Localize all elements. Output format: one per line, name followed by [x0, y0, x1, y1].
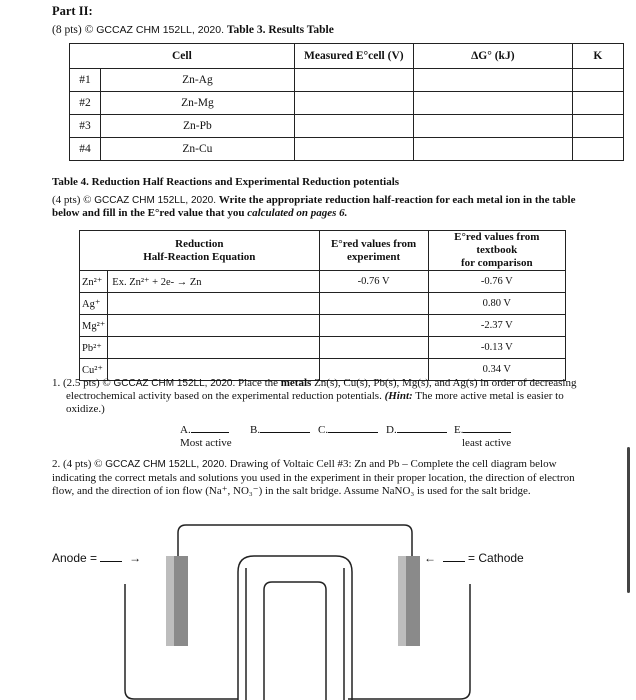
- ion-label: Pb²⁺: [80, 337, 108, 359]
- q1-hint-text: The more active metal is easier to oxidize.): [66, 390, 564, 415]
- equation-cell: Ex. Zn²⁺ + 2e- → Zn: [108, 271, 319, 293]
- ion-label: Mg²⁺: [80, 315, 108, 337]
- row-number: #2: [70, 92, 101, 115]
- blank-a[interactable]: A.: [180, 424, 229, 436]
- part-heading: Part II:: [52, 4, 93, 18]
- scrollbar[interactable]: [627, 447, 630, 593]
- table4-instruction-b: calculated on pages 6.: [247, 207, 348, 219]
- textbook-value: -0.13 V: [428, 337, 565, 359]
- table4-pts: (4 pts) ©: [52, 194, 92, 206]
- arrow-right-icon: →: [129, 551, 142, 565]
- header-cell: Cell: [70, 44, 295, 69]
- header-measured-ecell: Measured E°cell (V): [294, 44, 413, 69]
- cell-name: Zn-Cu: [101, 138, 295, 161]
- most-active-label: Most active: [180, 437, 232, 449]
- textbook-value: 0.80 V: [428, 293, 565, 315]
- ion-label: Ag⁺: [80, 293, 108, 315]
- table4-title: Table 4. Reduction Half Reactions and Experimental Reduction potentials: [52, 176, 400, 188]
- cell-name: Zn-Mg: [101, 92, 295, 115]
- table3-credit: GCCAZ CHM 152LL, 2020.: [96, 24, 225, 36]
- external-wire: [178, 525, 412, 560]
- header-textbook: E°red values from textbook for comparison: [428, 231, 565, 271]
- cathode-label: ← = Cathode: [424, 551, 524, 565]
- textbook-value: -0.76 V: [428, 271, 565, 293]
- salt-bridge-inner: [264, 582, 326, 700]
- ion-label: Cu²⁺: [80, 359, 108, 381]
- left-electrode-highlight: [166, 556, 174, 646]
- blank-e[interactable]: E.: [454, 424, 511, 436]
- q1-text-b: Zn(s), Cu(s), Pb(s), Mg(s), and Ag(s) in order of decreasing electrochemical activity based on the experimental reduction potentials.: [66, 377, 577, 402]
- blank-b[interactable]: B.: [250, 424, 310, 436]
- table3-title: Table 3. Results Table: [226, 24, 334, 36]
- right-electrode-highlight: [398, 556, 406, 646]
- experiment-value: -0.76 V: [319, 271, 428, 293]
- q1-hint-label: (Hint:: [384, 390, 413, 402]
- table3-pts: (8 pts) ©: [52, 24, 94, 36]
- ion-label: Zn²⁺: [80, 271, 108, 293]
- q1-text-a: Place the: [238, 377, 279, 389]
- header-experiment: E°red values from experiment: [319, 231, 428, 271]
- least-active-label: least active: [462, 437, 512, 449]
- row-number: #4: [70, 138, 101, 161]
- blank-c[interactable]: C.: [318, 424, 378, 436]
- cell-name: Zn-Ag: [101, 69, 295, 92]
- blank-d[interactable]: D.: [386, 424, 447, 436]
- textbook-value: 0.34 V: [428, 359, 565, 381]
- q1-credit: GCCAZ CHM 152LL, 2020.: [113, 378, 236, 389]
- q1-bold: metals: [280, 377, 312, 389]
- q1-label: 1. (2.5 pts) ©: [52, 377, 111, 389]
- row-number: #1: [70, 69, 101, 92]
- table4-credit: GCCAZ CHM 152LL, 2020.: [94, 195, 216, 206]
- anode-label: Anode = →: [52, 551, 142, 565]
- q2-text: Drawing of Voltaic Cell #3: Zn and Pb – Complete the cell diagram below indicating the correct metals and solutions you used in the experiment in their proper location, the direction of electron flow, and the direction of ion flow (Na⁺, NO₃⁻) in the salt bridge. Assume NaNO₃ is used for the salt bridge.: [52, 458, 575, 497]
- header-k: K: [572, 44, 623, 69]
- textbook-value: -2.37 V: [428, 315, 565, 337]
- salt-bridge-outer: [238, 556, 352, 700]
- row-number: #3: [70, 115, 101, 138]
- cell-name: Zn-Pb: [101, 115, 295, 138]
- header-equation: Reduction Half-Reaction Equation: [80, 231, 320, 271]
- q2-credit: GCCAZ CHM 152LL, 2020.: [105, 459, 227, 470]
- header-delta-g: ΔG° (kJ): [413, 44, 572, 69]
- q2-label: 2. (4 pts) ©: [52, 458, 103, 470]
- arrow-left-icon: ←: [424, 551, 436, 565]
- table4-instruction-a: Write the appropriate reduction half-reaction for each metal ion in the table below and fill in the E°red value that you: [52, 194, 576, 219]
